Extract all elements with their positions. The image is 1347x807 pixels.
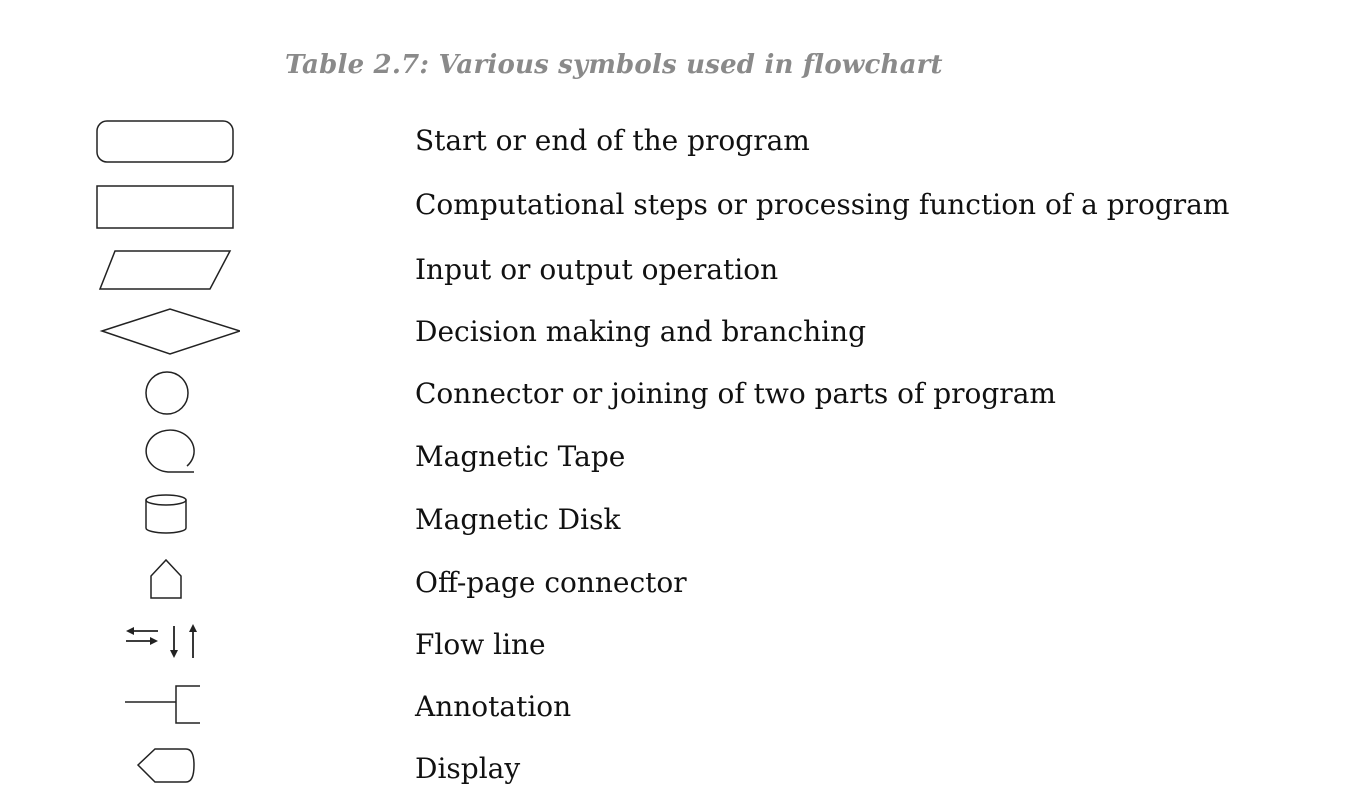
- symbol-description: Magnetic Tape: [415, 440, 626, 473]
- table-title: Table 2.7: Various symbols used in flowchart: [285, 50, 943, 80]
- table-row: [0, 365, 1347, 427]
- symbol-description: Start or end of the program: [415, 124, 810, 157]
- symbol-description: Computational steps or processing function of a program: [415, 188, 1230, 221]
- connector-circle-icon: [90, 365, 240, 427]
- flow-line-arrows-icon: [90, 616, 240, 678]
- table-row: [0, 428, 1347, 490]
- table-row: [0, 491, 1347, 553]
- magnetic-tape-icon: [90, 428, 240, 490]
- table-row: [0, 303, 1347, 365]
- table-row: [0, 554, 1347, 616]
- terminal-rounded-rectangle-icon: [90, 112, 240, 174]
- symbol-description: Display: [415, 752, 521, 785]
- decision-diamond-icon: [90, 303, 240, 365]
- table-row: [0, 176, 1347, 238]
- process-rectangle-icon: [90, 176, 240, 238]
- symbol-description: Off-page connector: [415, 566, 687, 599]
- off-page-connector-pentagon-icon: [90, 554, 240, 616]
- input-output-parallelogram-icon: [90, 241, 240, 303]
- symbol-description: Annotation: [415, 690, 572, 723]
- symbol-description: Decision making and branching: [415, 315, 867, 348]
- annotation-bracket-icon: [90, 678, 240, 740]
- magnetic-disk-cylinder-icon: [90, 491, 240, 553]
- symbol-description: Connector or joining of two parts of program: [415, 377, 1056, 410]
- symbol-description: Flow line: [415, 628, 546, 661]
- table-row: [0, 678, 1347, 740]
- table-row: [0, 616, 1347, 678]
- table-row: [0, 112, 1347, 174]
- table-row: [0, 740, 1347, 802]
- display-shape-icon: [90, 740, 240, 802]
- symbol-description: Input or output operation: [415, 253, 779, 286]
- table-row: [0, 241, 1347, 303]
- symbol-description: Magnetic Disk: [415, 503, 621, 536]
